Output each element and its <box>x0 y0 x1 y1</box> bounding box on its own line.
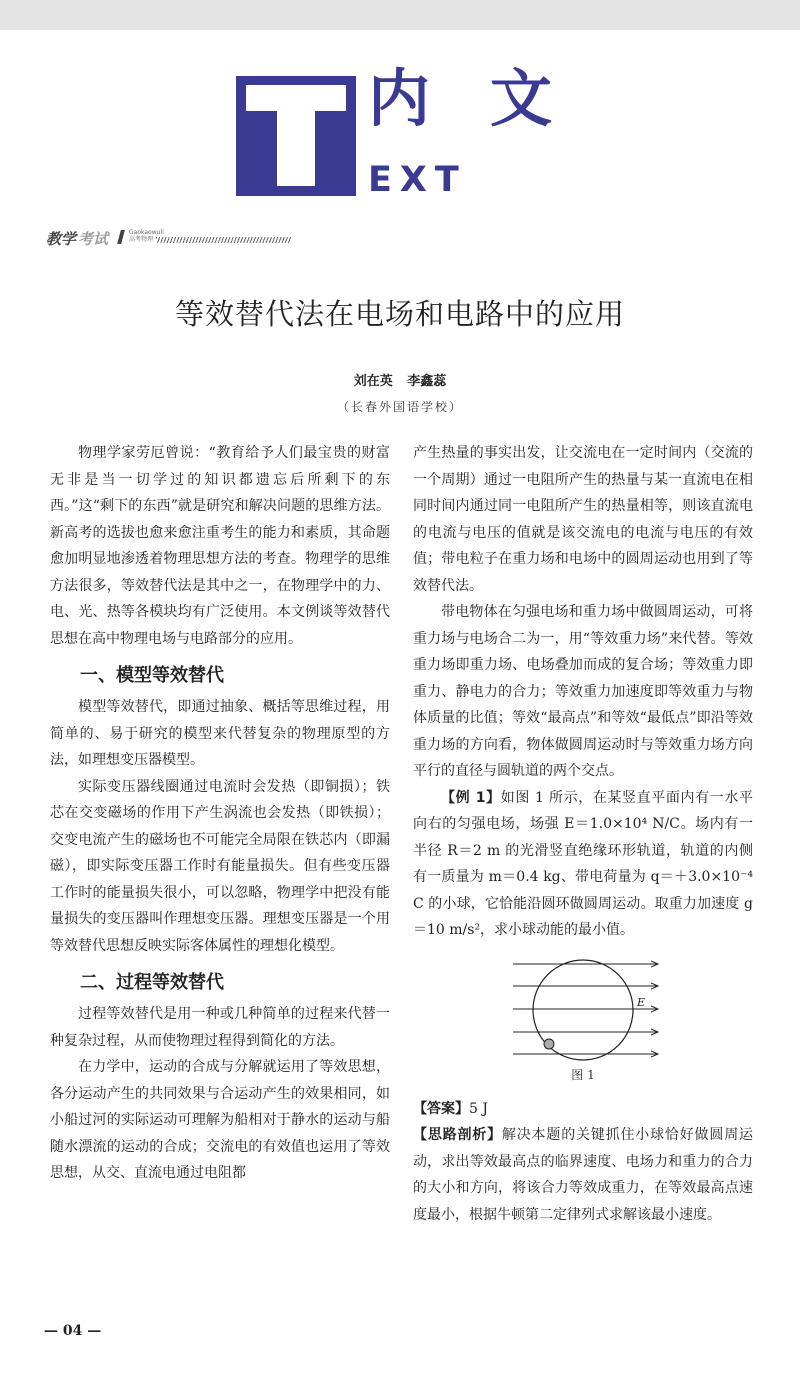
answer-text: 5 J <box>469 1100 488 1117</box>
section-strip <box>46 228 306 250</box>
field-diagram <box>413 954 753 1068</box>
section-subtitle-cn: 高考物理 <box>129 236 154 243</box>
charged-ball <box>544 1039 554 1049</box>
section-slash <box>117 230 125 244</box>
example-text: 如图 1 所示，在某竖直平面内有一水平向右的匀强电场，场强 E＝1.0×10⁴ N/C。场内有一半径 R＝2 m 的光滑竖直绝缘环形轨道，轨道的内侧有一质量为 m＝0.4 kg、带电荷量为 q＝＋3.0×10⁻⁴ C 的小球，它恰能沿圆环做圆周运动。取重力加速度 g＝10 m/s²，求小球动能的最小值。 <box>413 789 753 938</box>
page-number: — 04 — <box>44 1323 102 1339</box>
top-gray-band <box>0 0 800 30</box>
paragraph: 过程等效替代是用一种或几种简单的过程来代替一种复杂过程，从而使物理过程得到简化的方法。 <box>50 1006 390 1049</box>
example-tag: 【例 1】 <box>441 789 501 806</box>
paragraph: 产生热量的事实出发，让交流电在一定时间内（交流的一个周期）通过一电阻所产生的热量与某一直流电在相同时间内通过同一电阻所产生的热量相等，则该直流电的电流与电压的值就是该交流电的电流与电压的有效值；带电粒子在重力场和电场中的圆周运动也用到了等效替代法。 <box>413 445 753 594</box>
article-title: 等效替代法在电场和电路中的应用 <box>174 297 625 331</box>
analysis-tag: 【思路剖析】 <box>413 1127 502 1143</box>
masthead-english: EXT <box>368 160 467 200</box>
t-logo-icon <box>236 76 356 196</box>
analysis-text: 解决本题的关键抓住小球恰好做圆周运动，求出等效最高点的临界速度、电场力和重力的合力的大小和方向，将该合力等效成重力，在等效最高点速度最小，根据牛顿第二定律列式求解该最小速度。 <box>413 1127 754 1223</box>
paragraph: 在力学中，运动的合成与分解就运用了等效思想，各分运动产生的共同效果与合运动产生的效果相同，如小船过河的实际运动可理解为船相对于静水的运动与船随水漂流的运动的合成；交流电的有效值也运用了等效思想，从交、直流电通过电阻都 <box>50 1059 390 1181</box>
figure-caption: 图 1 <box>571 1067 595 1082</box>
field-label-e: E <box>637 995 646 1009</box>
left-column <box>50 440 390 1187</box>
article-affiliation: （长春外国语学校） <box>336 400 463 414</box>
intro-paragraph: 物理学家劳厄曾说：“教育给予人们最宝贵的财富无非是当一切学过的知识都遗忘后所剩下的东西。”这“剩下的东西”就是研究和解决问题的思维方法。新高考的选拔也愈来愈注重考生的能力和素质，其命题愈加明显地渗透着物理思想方法的考查。物理学的思维方法很多，等效替代法是其中之一，在物理学中的力、电、光、热等各模块均有广泛使用。本文例谈等效替代思想在高中物理电场与电路部分的应用。 <box>50 445 390 647</box>
example-paragraph <box>413 785 753 944</box>
section-subtitle-en: Gaokaowuli <box>129 229 164 236</box>
figure-1 <box>413 954 753 1092</box>
section-hatch <box>156 237 291 243</box>
answer-paragraph <box>413 1096 753 1123</box>
masthead-chinese: 内文 <box>368 62 613 135</box>
analysis-paragraph <box>413 1122 753 1228</box>
answer-tag: 【答案】 <box>413 1100 469 1117</box>
section-label-b: 考试 <box>78 230 109 248</box>
paragraph: 带电物体在匀强电场和重力场中做圆周运动，可将重力场与电场合二为一，用“等效重力场”来代替。等效重力场即重力场、电场叠加而成的复合场；等效重力即重力、静电力的合力；等效重力加速度即等效重力与物体质量的比值；等效“最高点”和等效“最低点”即沿等效重力场的方向看，物体做圆周运动时与等效重力场方向平行的直径与圆轨道的两个交点。 <box>413 604 753 779</box>
article-authors: 刘在英 李鑫蕊 <box>353 374 447 389</box>
section-label-a: 教学 <box>46 230 77 248</box>
paragraph: 模型等效替代，即通过抽象、概括等思维过程，用简单的、易于研究的模型来代替复杂的物理原型的方法，如理想变压器模型。 <box>50 699 390 768</box>
section-heading-2: 二、过程等效替代 <box>80 972 224 993</box>
paragraph: 实际变压器线圈通过电流时会发热（即铜损）；铁芯在交变磁场的作用下产生涡流也会发热（即铁损）；交变电流产生的磁场也不可能完全局限在铁芯内（即漏磁），即实际变压器工作时有能量损失。但有些变压器工作时的能量损失很小，可以忽略，物理学中把没有能量损失的变压器叫作理想变压器。理想变压器是一个用等效替代思想反映实际客体属性的理想化模型。 <box>50 778 390 954</box>
section-heading-1: 一、模型等效替代 <box>80 665 224 686</box>
right-column <box>413 440 753 1228</box>
